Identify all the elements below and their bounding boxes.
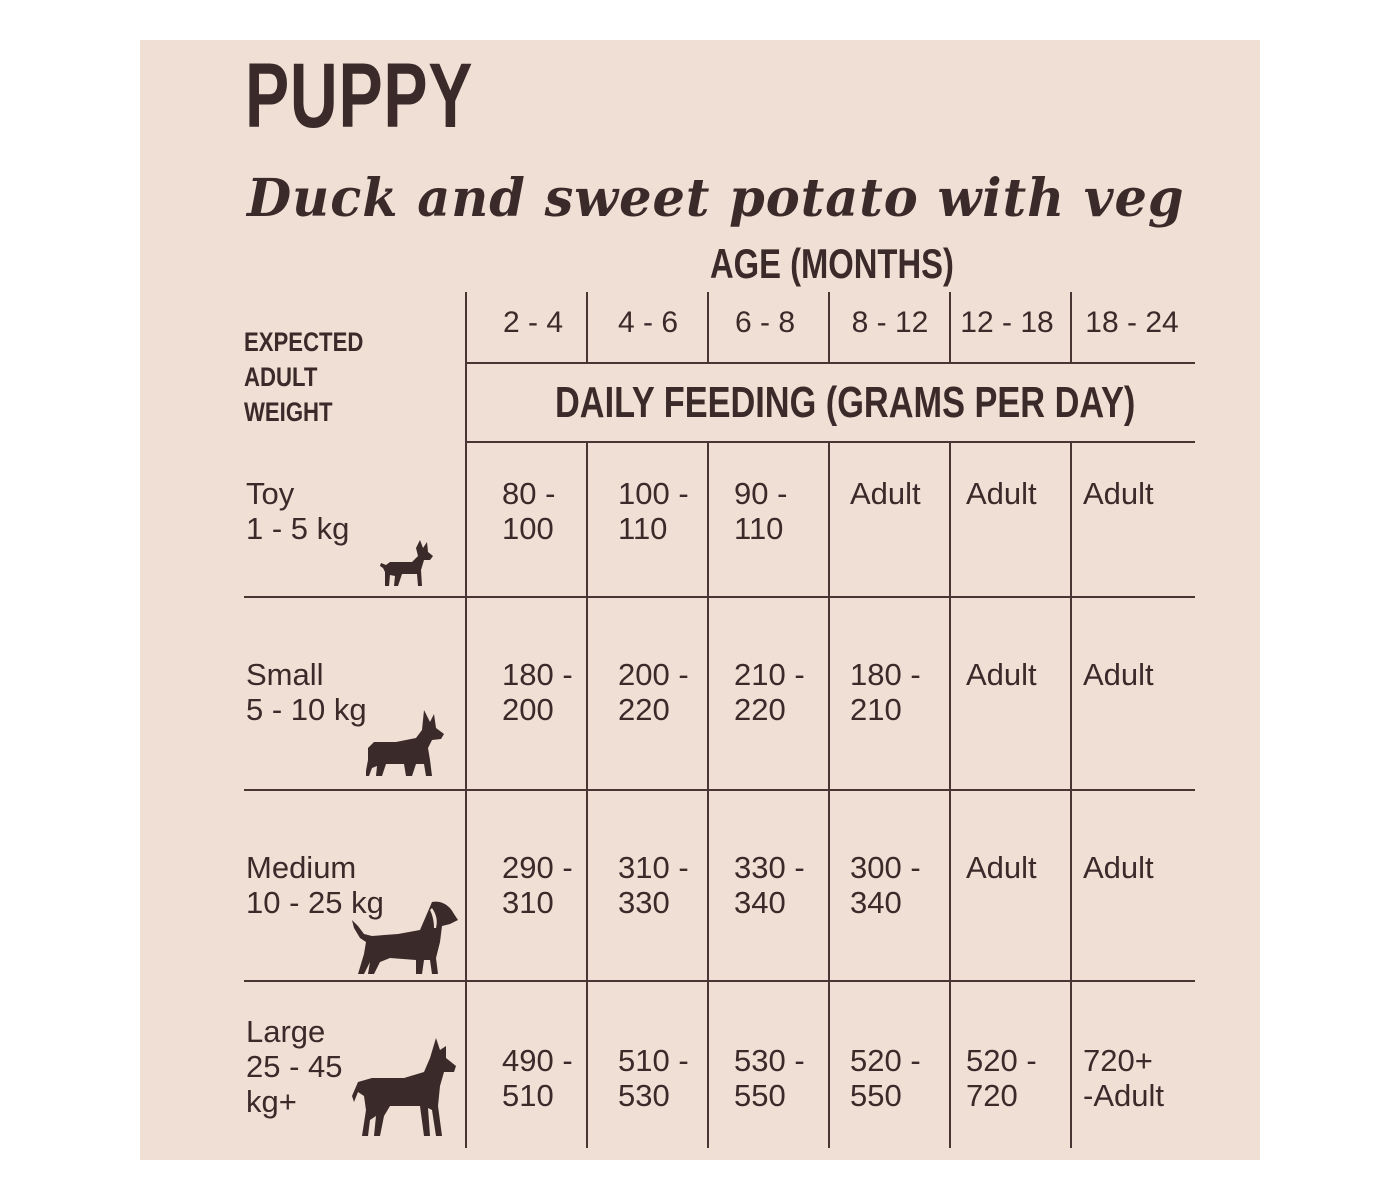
grid-line bbox=[465, 441, 1195, 443]
grid-line bbox=[586, 442, 588, 1148]
grid-line bbox=[244, 980, 1195, 982]
toy-dog-icon bbox=[378, 538, 434, 588]
grid-line bbox=[465, 362, 1195, 364]
table-cell: Adult bbox=[966, 850, 1037, 885]
product-subtitle: Duck and sweet potato with veg bbox=[247, 168, 1185, 229]
page-title: PUPPY bbox=[245, 45, 474, 147]
age-header: 8 - 12 bbox=[851, 306, 929, 339]
age-header: 6 - 8 bbox=[734, 306, 796, 339]
table-cell: 490 - 510 bbox=[502, 1043, 573, 1113]
table-cell: Adult bbox=[966, 657, 1037, 692]
grid-line bbox=[586, 292, 588, 362]
table-cell: 520 - 720 bbox=[966, 1043, 1037, 1113]
row-label-medium: Medium 10 - 25 kg bbox=[246, 850, 384, 920]
table-cell: 290 - 310 bbox=[502, 850, 573, 920]
age-header: 12 - 18 bbox=[960, 306, 1054, 339]
table-cell: 310 - 330 bbox=[618, 850, 689, 920]
table-cell: 180 - 210 bbox=[850, 657, 921, 727]
small-dog-icon bbox=[366, 708, 446, 778]
table-cell: 80 - 100 bbox=[502, 476, 556, 546]
grid-line bbox=[1070, 292, 1072, 362]
weight-heading bbox=[244, 325, 363, 430]
table-cell: Adult bbox=[1083, 850, 1154, 885]
table-cell: 300 - 340 bbox=[850, 850, 921, 920]
grid-line bbox=[949, 442, 951, 1148]
row-label-small: Small 5 - 10 kg bbox=[246, 657, 367, 727]
table-cell: 530 - 550 bbox=[734, 1043, 805, 1113]
grid-line bbox=[707, 442, 709, 1148]
table-cell: 210 - 220 bbox=[734, 657, 805, 727]
grid-line bbox=[465, 292, 467, 1148]
table-cell: 200 - 220 bbox=[618, 657, 689, 727]
grid-line bbox=[1070, 442, 1072, 1148]
grid-line bbox=[828, 442, 830, 1148]
grid-line bbox=[244, 789, 1195, 791]
grid-line bbox=[707, 292, 709, 362]
weight-heading-line: EXPECTED bbox=[244, 327, 364, 357]
row-label-toy: Toy 1 - 5 kg bbox=[246, 476, 350, 546]
table-cell: 90 - 110 bbox=[734, 476, 788, 546]
table-cell: 330 - 340 bbox=[734, 850, 805, 920]
table-cell: Adult bbox=[1083, 657, 1154, 692]
table-cell: Adult bbox=[850, 476, 921, 511]
weight-heading-line: WEIGHT bbox=[244, 397, 333, 427]
table-cell: Adult bbox=[1083, 476, 1154, 511]
medium-dog-icon bbox=[350, 898, 460, 978]
table-cell: 720+ -Adult bbox=[1083, 1043, 1164, 1113]
large-dog-icon bbox=[350, 1036, 462, 1140]
table-cell: 510 - 530 bbox=[618, 1043, 689, 1113]
weight-heading-line: ADULT bbox=[244, 362, 318, 392]
age-header: 4 - 6 bbox=[617, 306, 679, 339]
feeding-heading: DAILY FEEDING (GRAMS PER DAY) bbox=[555, 378, 1136, 427]
age-header: 2 - 4 bbox=[502, 306, 564, 339]
table-cell: 100 - 110 bbox=[618, 476, 689, 546]
age-header: 18 - 24 bbox=[1085, 306, 1179, 339]
table-cell: Adult bbox=[966, 476, 1037, 511]
grid-line bbox=[244, 596, 1195, 598]
row-label-large: Large 25 - 45 kg+ bbox=[246, 1014, 343, 1119]
grid-line bbox=[949, 292, 951, 362]
age-heading: AGE (MONTHS) bbox=[710, 240, 954, 287]
table-cell: 180 - 200 bbox=[502, 657, 573, 727]
grid-line bbox=[828, 292, 830, 362]
table-cell: 520 - 550 bbox=[850, 1043, 921, 1113]
